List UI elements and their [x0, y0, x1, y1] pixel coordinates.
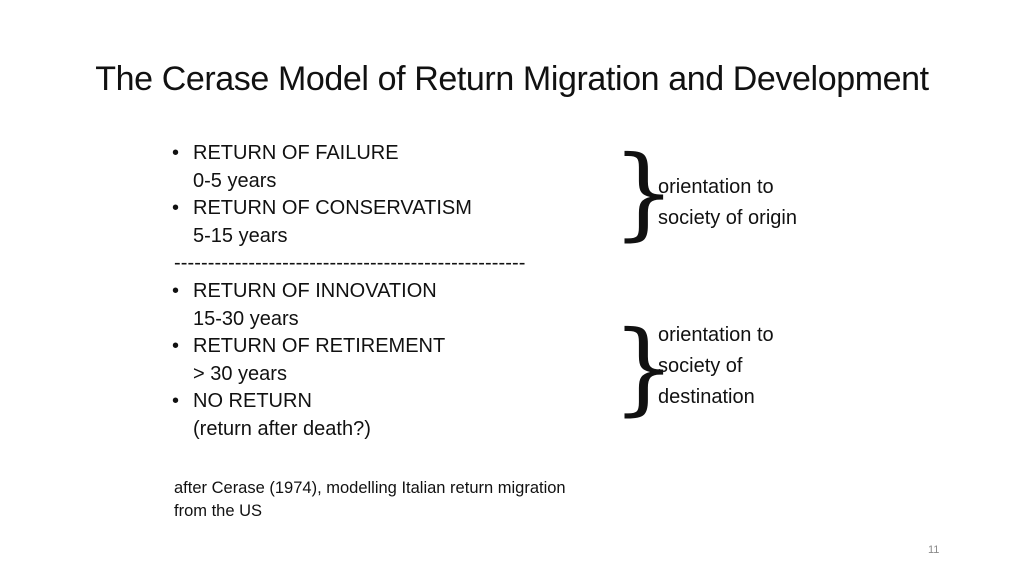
- list-item: [172, 195, 526, 250]
- item-label: RETURN OF INNOVATION: [193, 279, 437, 302]
- curly-brace-icon: }: [612, 309, 676, 426]
- list-item: [172, 140, 526, 195]
- item-years: 5-15 years: [193, 224, 288, 247]
- orientation-line: society of: [658, 355, 743, 377]
- bullet-icon: •: [172, 197, 180, 220]
- orientation-line: orientation to: [658, 176, 774, 198]
- list-item: [172, 333, 526, 388]
- dashed-divider: ----------------------------------------------------: [174, 252, 526, 275]
- item-years: > 30 years: [193, 362, 287, 385]
- page-number: 11: [928, 544, 940, 556]
- orientation-destination-label: [658, 320, 774, 413]
- item-label: RETURN OF RETIREMENT: [193, 335, 446, 358]
- item-label: RETURN OF CONSERVATISM: [193, 197, 472, 220]
- list-item: [172, 278, 526, 333]
- item-years: (return after death?): [193, 417, 371, 440]
- bullet-icon: •: [172, 142, 180, 164]
- list-item: [172, 388, 526, 443]
- curly-brace-icon: }: [612, 134, 676, 251]
- orientation-line: orientation to: [658, 324, 774, 346]
- item-label: NO RETURN: [193, 390, 312, 413]
- item-years: 15-30 years: [193, 307, 299, 330]
- item-label: RETURN OF FAILURE: [193, 142, 399, 164]
- bullet-icon: •: [172, 279, 180, 302]
- orientation-origin-label: [658, 172, 797, 234]
- source-note: after Cerase (1974), modelling Italian return migration from the US: [174, 479, 566, 520]
- bullet-icon: •: [172, 335, 180, 358]
- bullet-icon: •: [172, 390, 180, 413]
- item-years: 0-5 years: [193, 169, 277, 192]
- slide-title: The Cerase Model of Return Migration and Development: [95, 60, 929, 98]
- return-types-list: [172, 140, 526, 444]
- orientation-line: destination: [658, 386, 755, 408]
- orientation-line: society of origin: [658, 207, 797, 229]
